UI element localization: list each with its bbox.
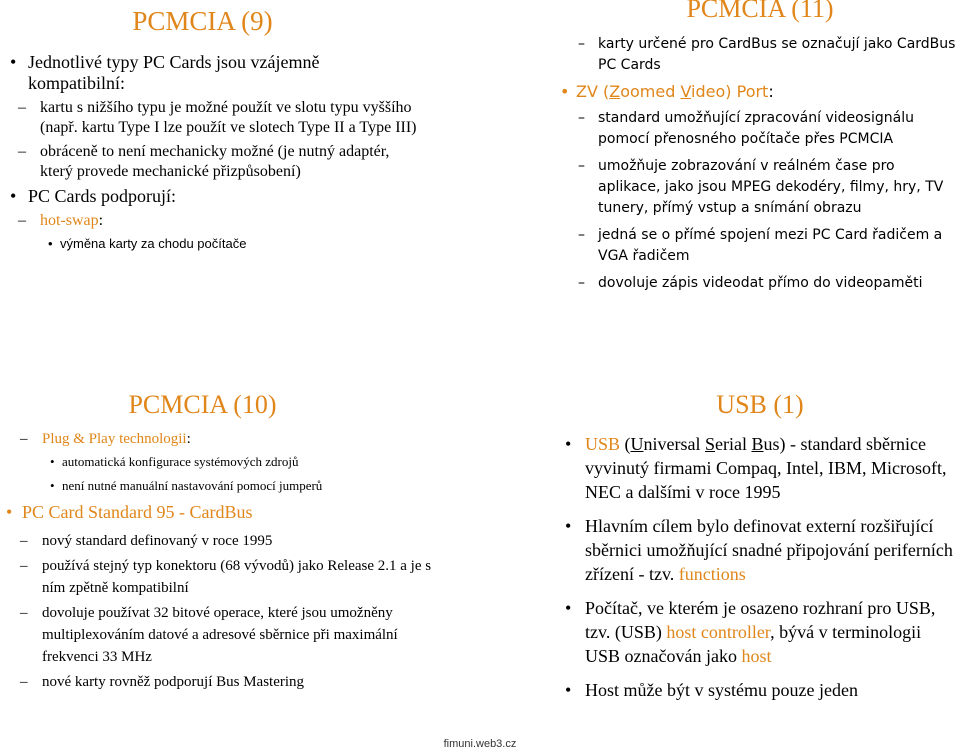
- bullet-item: [560, 432, 960, 504]
- bullet-dot: •: [565, 516, 572, 536]
- bullet-text: nový standard definovaný v roce 1995: [42, 533, 273, 549]
- bullet-dot: •: [560, 82, 570, 101]
- text-fragment: Z: [609, 82, 621, 101]
- sub-bullet-item: [10, 98, 420, 138]
- bullet-dash: –: [578, 110, 585, 126]
- slide-title: PCMCIA (11): [686, 0, 834, 23]
- bullet-text: umožňuje zobrazování v reálném čase pro aplikace, jako jsou MPEG dekodéry, filmy, hry, TV tunery, přímý vstup a snímání obrazu: [598, 158, 944, 216]
- bullet-dot: •: [50, 454, 55, 469]
- text-fragment: Počítač, ve kterém je osazeno rozhraní pro USB, tzv. (USB): [585, 598, 936, 642]
- sub-bullet-item: [10, 142, 420, 182]
- text-fragment: niversal: [643, 434, 705, 454]
- sub-sub-bullet-item: [10, 235, 420, 252]
- slide-title: PCMCIA (9): [132, 6, 273, 36]
- sub-sub-bullet-item: [0, 453, 440, 470]
- bullet-text: automatická konfigurace systémových zdrojů: [62, 454, 299, 469]
- sub-bullet-item: [0, 530, 440, 552]
- bullet-dash: –: [20, 674, 28, 690]
- slide-usb-1: [490, 376, 960, 736]
- highlight-term: functions: [678, 564, 746, 584]
- colon-text: :: [98, 212, 104, 229]
- bullet-item: [0, 501, 440, 523]
- bullet-dot: •: [48, 236, 53, 251]
- bullet-text: Jednotlivé typy PC Cards jsou vzájemně kompatibilní:: [28, 52, 320, 93]
- sub-bullet-item: [0, 428, 440, 450]
- highlight-term: hot-swap: [40, 212, 99, 229]
- bullet-text: Host může být v systému pouze jeden: [585, 680, 858, 700]
- slide-body: [560, 432, 960, 712]
- text-fragment: ideo) Port: [691, 82, 769, 101]
- bullet-dash: –: [20, 558, 28, 574]
- text-fragment: :: [768, 82, 774, 101]
- bullet-text: kartu s nižšího typu je možné použít ve slotu typu vyššího (např. kartu Type I lze použít ve slotech Type II a Type III): [40, 99, 417, 136]
- bullet-item: [560, 596, 960, 668]
- bullet-text: karty určené pro CardBus se označují jako CardBus PC Cards: [598, 36, 956, 73]
- bullet-item: [560, 514, 960, 586]
- bullet-text: výměna karty za chodu počítače: [60, 236, 247, 251]
- bullet-dash: –: [18, 99, 26, 116]
- bullet-dot: •: [565, 598, 572, 618]
- bullet-text: jedná se o přímé spojení mezi PC Card řadičem a VGA řadičem: [598, 227, 943, 264]
- bullet-dash: –: [578, 275, 585, 291]
- sub-bullet-item: [538, 156, 958, 219]
- bullet-dash: –: [18, 143, 26, 160]
- bullet-text: používá stejný typ konektoru (68 vývodů) jako Release 2.1 a je s ním zpětně kompatibilní: [42, 558, 432, 596]
- text-fragment: B: [751, 434, 764, 454]
- slide-pcmcia-11: [490, 0, 960, 330]
- bullet-item: [560, 678, 960, 702]
- text-fragment: ZV (: [576, 82, 610, 101]
- sub-bullet-item: [538, 108, 958, 150]
- bullet-dash: –: [578, 227, 585, 243]
- bullet-dash: –: [20, 431, 28, 447]
- highlight-term: host controller: [666, 622, 771, 642]
- slide-title: USB (1): [716, 390, 804, 419]
- bullet-item: [10, 186, 420, 207]
- text-fragment: S: [705, 434, 716, 454]
- sub-bullet-item: [538, 225, 958, 267]
- highlight-term: USB: [585, 434, 621, 454]
- bullet-text: PC Cards podporují:: [28, 186, 177, 206]
- bullet-dot: •: [565, 680, 572, 700]
- sub-bullet-item: [538, 34, 958, 76]
- bullet-dash: –: [578, 158, 585, 174]
- slide-body: [0, 428, 440, 696]
- text-fragment: , bývá v terminologii USB označován jako: [585, 622, 922, 666]
- sub-bullet-item: [538, 273, 958, 294]
- text-fragment: U: [630, 434, 644, 454]
- bullet-item: [538, 82, 958, 102]
- bullet-text: PC Card Standard 95 - CardBus: [22, 502, 253, 522]
- sub-bullet-item: [10, 211, 420, 231]
- text-fragment: (: [620, 434, 631, 454]
- slide-pcmcia-10: [0, 376, 470, 736]
- bullet-dot: •: [10, 52, 17, 72]
- sub-bullet-item: [0, 602, 440, 668]
- text-fragment: V: [680, 82, 692, 101]
- text-fragment: oomed: [620, 82, 681, 101]
- highlight-term: host: [741, 646, 772, 666]
- bullet-dash: –: [578, 36, 585, 52]
- slide-body: [10, 52, 420, 256]
- sub-bullet-item: [0, 555, 440, 599]
- bullet-text: obráceně to není mechanicky možné (je nutný adaptér, který provede mechanické přizpůsobení): [40, 143, 390, 180]
- slide-pcmcia-9: [0, 0, 470, 330]
- text-fragment: Hlavním cílem bylo definovat externí rozšiřující sběrnici umožňující snadné připojování periferních zřízení - tzv.: [585, 516, 953, 584]
- bullet-text: dovoluje zápis videodat přímo do videopaměti: [598, 275, 923, 291]
- bullet-item: [10, 52, 420, 94]
- bullet-text: standard umožňující zpracování videosignálu pomocí přenosného počítače přes PCMCIA: [598, 110, 914, 147]
- text-fragment: us) - standard sběrnice vyvinutý firmami Compaq, Intel, IBM, Microsoft, NEC a dalšími v roce 1995: [585, 434, 947, 502]
- colon-text: :: [186, 431, 191, 447]
- footer-watermark: fimuni.web3.cz: [443, 738, 517, 750]
- bullet-text: nové karty rovněž podporují Bus Mastering: [42, 674, 305, 690]
- slide-title: PCMCIA (10): [128, 390, 277, 419]
- bullet-dot: •: [565, 434, 572, 454]
- slide-body: [538, 34, 958, 300]
- bullet-dot: •: [10, 186, 17, 206]
- bullet-text: dovoluje používat 32 bitové operace, které jsou umožněny multiplexováním datové a adresové sběrnice při maximální frekvenci 33 MHz: [42, 605, 398, 665]
- bullet-dash: –: [20, 533, 28, 549]
- bullet-dash: –: [18, 212, 26, 229]
- sub-sub-bullet-item: [0, 477, 440, 494]
- bullet-text: není nutné manuální nastavování pomocí jumperů: [62, 478, 323, 493]
- text-fragment: erial: [715, 434, 752, 454]
- bullet-dot: •: [6, 502, 13, 522]
- sub-bullet-item: [0, 671, 440, 693]
- highlight-term: Plug & Play technologii: [42, 431, 187, 447]
- bullet-dash: –: [20, 605, 28, 621]
- bullet-dot: •: [50, 478, 55, 493]
